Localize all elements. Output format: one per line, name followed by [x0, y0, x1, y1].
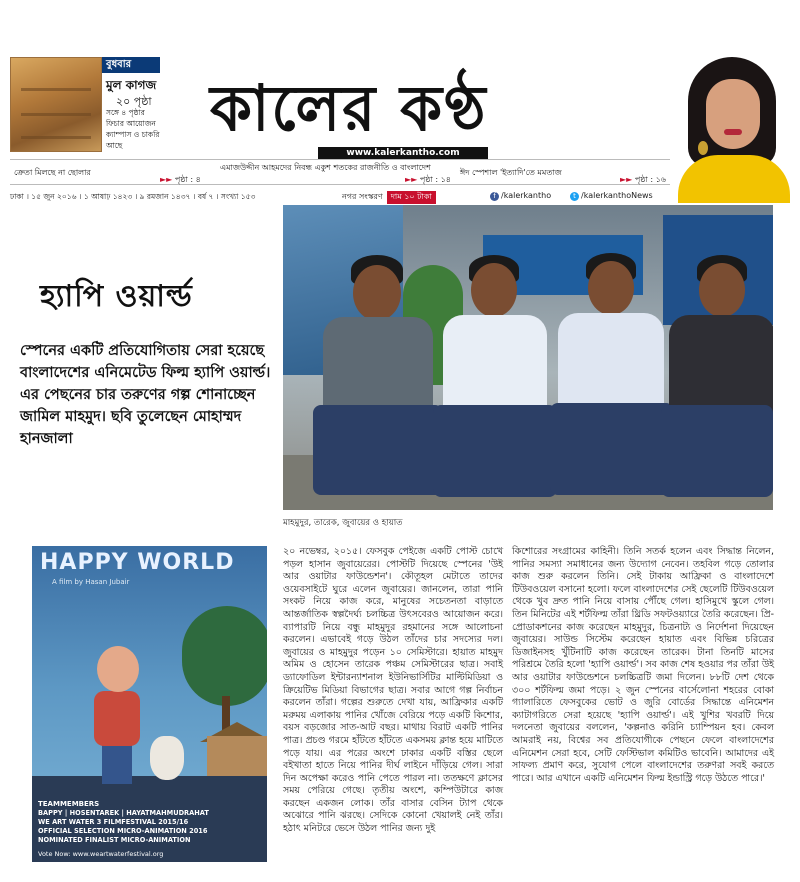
masthead — [10, 55, 790, 205]
film-poster — [32, 546, 267, 862]
poster-title: HAPPY WORLD — [40, 550, 235, 575]
teaser-item[interactable]: এমাজউদ্দীন আহমদের নিবন্ধ একুশ শতকের রাজনীতি ও বাংলাদেশ — [220, 163, 431, 172]
ear-left-photo — [10, 57, 102, 152]
website-url[interactable]: www.kalerkantho.com — [318, 147, 488, 159]
poster-byline: A film by Hasan Jubair — [52, 578, 130, 586]
ear-right-portrait — [670, 55, 790, 203]
water-jar-icon — [150, 736, 184, 780]
twitter-icon: t — [570, 192, 579, 201]
arrow-right-icon: ►► — [405, 175, 418, 184]
poster-vote-url: Vote Now: www.weartwaterfestival.org — [38, 850, 164, 858]
teaser-strip — [10, 159, 670, 185]
article-body-text: কিশোরের সংগ্রামের কাহিনী। তিনি সতর্ক হলেন এবং সিদ্ধান্ত নিলেন, পানির সমস্যা সমাধানের জন্য উদ্যোগ নেবেন। তহবিল গড়ে তোলার কাজ শুরু করলেন তিনি। সেই টাকায় আফ্রিকা ও বাংলাদেশে টিউবওয়েল বসানো হলো। ফলে বাংলাদেশের সেই ছেলেটি টিউবওয়েল থেকে খুব দ্রুত পানি নিয়ে বাসায় পৌঁছে গেল। হাসিমুখে স্কুলে গেল। তিন মিনিটের এই শর্টফিল্ম তাঁরা থ্রিডি সফটওয়্যারে তৈরি করেছেন। প্রি-প্রোডাকশনের কাজ করেছেন মাহমুদুর, চিত্রনাট্য ও নির্দেশনা দিয়েছেন জুবায়ের। সাউন্ড সিস্টেম করেছেন হায়াত এবং বিভিন্ন চরিত্রের ডিজাইনসহ খুঁটিনাটি কাজ করেছেন তারেক। টানা তিনটি মাসের পরিশ্রমে তৈরি হলো 'হ্যাপি ওয়ার্ল্ড'। সব কাজ শেষ হওয়ার পর তাঁরা উই আর ওয়াটার ফাউন্ডেশনে চলচ্চিত্রটি জমা দিলেন। ৮৮টি দেশ থেকে ৩০০ শর্টফিল্ম জমা পড়ে। ২ জুন স্পেনের বার্সেলোনা শহরের বোকা গ্যালারিতে ফেসবুকের ভোট ও জুরি বোর্ডের সিদ্ধান্তে এনিমেশন ক্যাটাগরিতে সেরা হয়েছে 'হ্যাপি ওয়ার্ল্ড'। এই খুশির খবরটি দিয়ে দলনেতা জুবায়ের বললেন, 'কল্পনাও করিনি চ্যাম্পিয়ন হব। কেবল আমরাই নয়, বিশ্বের সব প্রতিযোগীকে পেছনে ফেলে বাংলাদেশের এনিমেশন সেরা হবে, সেটি ফেস্টিভাল কমিটিও ভাবেনি। আমাদের এই সাফল্য প্রমাণ করে, সুযোগ পেলে বাংলাদেশের তরুণরা সবই করতে পারে। আর এখানে একটি এনিমেশন ফিল্ম ইন্ডাস্ট্রি গড়ে উঠতে পারে।' — [512, 546, 774, 784]
arrow-right-icon: ►► — [620, 175, 633, 184]
article-headline: হ্যাপি ওয়ার্ল্ড — [40, 279, 193, 314]
price-badge: দাম ১০ টাকা — [387, 191, 436, 204]
article-column-1 — [283, 546, 503, 836]
teaser-item[interactable]: ঈদ স্পেশাল 'ইত্যাদি'তে মমতাজ — [460, 168, 562, 177]
teaser-item[interactable]: ক্রেতা মিলছে না ছোলার — [14, 168, 91, 177]
teaser-page-ref: ►► পৃষ্ঠা : ১৪ — [405, 175, 451, 184]
photo-caption: মাহমুদুর, তারেক, জুবায়ের ও হায়াত — [283, 518, 403, 528]
ear-desc: সঙ্গে ৪ পৃষ্ঠার ফিচার আয়োজন ক্যাম্পাস ও চাকরি আছে — [106, 108, 160, 150]
ear-left — [10, 57, 160, 152]
ear-pages: ২০ পৃষ্ঠা — [116, 95, 152, 108]
main-photo — [283, 205, 773, 510]
facebook-icon: f — [490, 192, 499, 201]
issue-date: ঢাকা । ১৫ জুন ২০১৬ । ১ আষাঢ় ১৪২৩ । ৯ রমজান ১৪৩৭ । বর্ষ ৭ । সংখ্যা ১৫৩ — [10, 192, 256, 201]
twitter-link[interactable]: t /kalerkanthoNews — [570, 191, 653, 201]
teaser-page-ref: ►► পৃষ্ঠা : ১৬ — [620, 175, 666, 184]
facebook-link[interactable]: f /kalerkantho — [490, 191, 551, 201]
teaser-page-ref: ►► পৃষ্ঠা : ৪ — [160, 175, 201, 184]
poster-credits: TEAMMEMBERS BAPPY | HOSENTAREK | HAYATMAHMUDRAHAT WE ART WATER 3 FILMFESTIVAL 2015/16 OFFICIAL SELECTION MICRO-ANIMATION 2016 NOMINATED FINALIST MICRO-ANIMATION — [38, 800, 209, 844]
article-body-text: ২০ নভেম্বর, ২০১৫। ফেসবুক পেইজে একটি পোস্ট চোখে পড়ল হাসান জুবায়েরের। পোস্টটি দিয়েছে স্পেনের 'উই আর ওয়াটার ফাউন্ডেশন'। কৌতূহল মেটাতে তাদের ওয়েবসাইটে ঘুরে এলেন জুবায়ের। জানলেন, তারা পানি সংকট নিয়ে কাজ করে, মানুষের সচেতনতা বাড়াতে আন্তর্জাতিক স্বল্পদৈর্ঘ্য চলচ্চিত্র উৎসবেরও আয়োজন করে। ব্যাপারটি নিয়ে বন্ধু মাহমুদুর রহমানের সঙ্গে আলোচনা করলেন। এভাবেই গড়ে উঠল তাঁদের চার সদস্যের দল। জুবায়ের ও মাহমুদুর পড়েন ১০ সেমিস্টারে। হায়াত মাহমুদ অমিম ও হোসেন তারেক পঞ্চম সেমিস্টারের ছাত্র। সবাই ড্যাফোডিল ইন্টারন্যাশনাল ইউনিভার্সিটির মাল্টিমিডিয়া ও ক্রিয়েটিভ মিডিয়া বিভাগের ছাত্র। সবার আগে গল্প নির্বাচন করলেন তাঁরা। গল্পের শুরুতে দেখা যায়, আফ্রিকার একটি মরুময় এলাকায় পানির খোঁজে বেরিয়ে পড়ে একটি কিশোর, বয়স বড়জোর সাত-আট বছর। মাথায় বিরাট একটি পানির পাত্র। প্রচণ্ড গরমে হাঁটতে হাঁটতে একসময় ক্লান্ত হয়ে মাটিতে পড়ে যায়। এর পরের অংশে ঢাকার একটি বস্তির ছেলে বইখাতা হাতে নিয়ে পানির দীর্ঘ লাইনে দাঁড়িয়ে গেল। সারা দিন অপেক্ষা করেও পানি পেতে পারল না। ততক্ষণে ক্লাসের সময় পেরিয়ে গেছে। তৃতীয় অংশে, কম্পিউটারে কাজ করছেন একজন লোক। তাঁর বাসার বেসিন ট্যাপ থেকে অঝোরে পানি ঝরছে। সেদিকে কোনো খেয়ালই নেই তাঁর। হঠাৎ মনিটরে ভেসে উঠল পানির জন্য দুই — [283, 546, 503, 835]
dateline — [10, 189, 790, 205]
edition-info: নগর সংস্করণ দাম ১০ টাকা — [342, 191, 436, 204]
ear-day-label: বুধবার — [102, 57, 160, 73]
arrow-right-icon: ►► — [160, 175, 173, 184]
ear-title: মুল কাগজ — [106, 78, 157, 92]
newspaper-logo[interactable]: কালের কণ্ঠ — [210, 72, 488, 146]
article-intro: স্পেনের একটি প্রতিযোগিতায় সেরা হয়েছে বাংলাদেশের এনিমেটেড ফিল্ম হ্যাপি ওয়ার্ল্ড। এর পেছনের চার তরুণের গল্প শোনাচ্ছেন জামিল মাহমুদ। ছবি তুলেছেন মোহাম্মদ হানজালা — [20, 343, 271, 447]
article-column-2 — [512, 546, 774, 785]
